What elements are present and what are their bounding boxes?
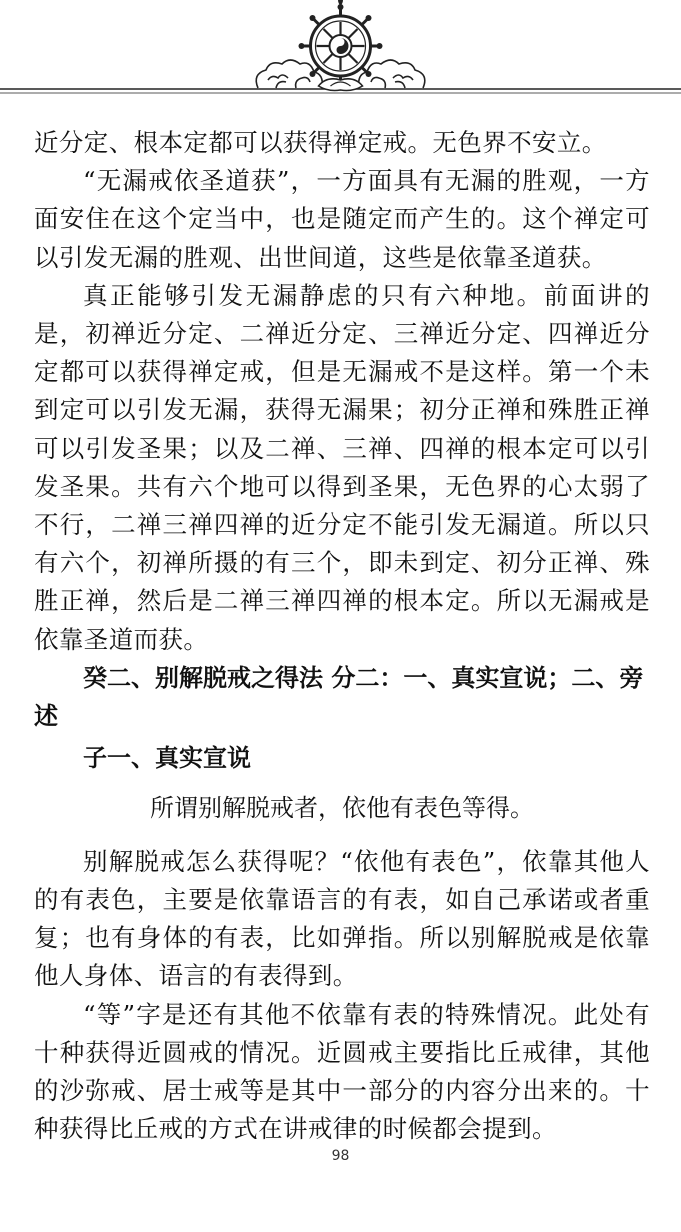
paragraph-1: 近分定、根本定都可以获得禅定戒。无色界不安立。 — [34, 128, 607, 157]
page-number: 98 — [331, 1148, 350, 1164]
root-verse: 所谓别解脱戒者，依他有表色等得。 — [150, 793, 534, 822]
subsection-heading: 子一、真实宣说 — [83, 743, 251, 772]
paragraph-2: “无漏戒依圣道获”，一方面具有无漏的胜观，一方面安住在这个定当中，也是随定而产生的。这个禅定可以引发无漏的胜观、出世间道，这些是依靠圣道获。 — [34, 166, 650, 272]
section-heading: 癸二、别解脱戒之得法 分二：一、真实宣说；二、旁述 — [34, 663, 644, 730]
paragraph-4: 别解脱戒怎么获得呢？“依他有表色”，依靠其他人的有表色，主要是依靠语言的有表，如自己承诺或者重复；也有身体的有表，比如弹指。所以别解脱戒是依靠他人身体、语言的有表得到。 — [34, 846, 650, 991]
paragraph-5: “等”字是还有其他不依靠有表的特殊情况。此处有十种获得近圆戒的情况。近圆戒主要指比丘戒律，其他的沙弥戒、居士戒等是其中一部分的内容分出来的。十种获得比丘戒的方式在讲戒律的时候都会提到。 — [34, 999, 650, 1144]
dharma-wheel-icon — [299, 0, 383, 91]
paragraph-3: 真正能够引发无漏静虑的只有六种地。前面讲的是，初禅近分定、二禅近分定、三禅近分定、四禅近分定都可以获得禅定戒，但是无漏戒不是这样。第一个未到定可以引发无漏，获得无漏果；初分正禅和殊胜正禅可以引发圣果；以及二禅、三禅、四禅的根本定可以引发圣果。共有六个地可以得到圣果，无色界的心太弱了不行，二禅三禅四禅的近分定不能引发无漏道。所以只有六个，初禅所摄的有三个，即未到定、初分正禅、殊胜正禅，然后是二禅三禅四禅的根本定。所以无漏戒是依靠圣道而获。 — [34, 280, 650, 654]
page-body — [34, 124, 650, 1148]
header-ornament — [0, 0, 681, 110]
